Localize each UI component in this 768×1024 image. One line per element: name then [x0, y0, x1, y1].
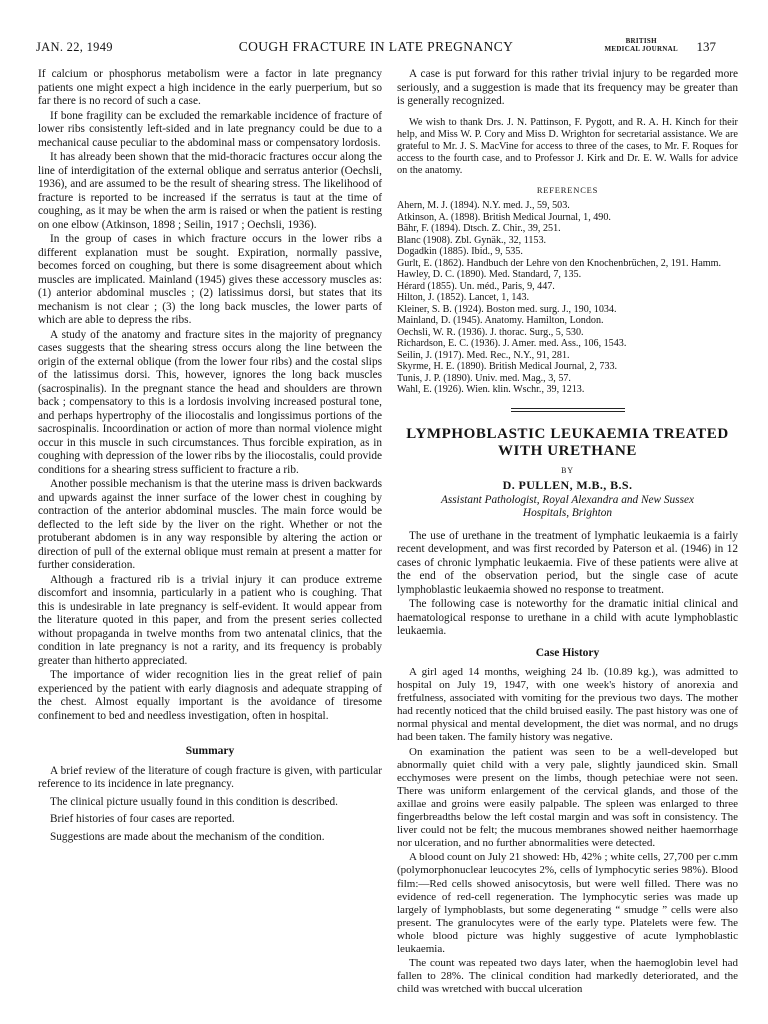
right-column — [397, 68, 738, 997]
case-paragraph: A blood count on July 21 showed: Hb, 42% ; white cells, 27,700 per c.mm (polymorphonuclear leucocytes 2%, cells of lymphocytic series 98%). Blood film:—Red cells showed anisocytosis, but were well filled. There was no evidence of red-cell regeneration. The lymphocytic series was made up largely of lymphoblasts, but some degenerating “ smudge ” cells were also present. The granulocytes were of the early type. Platelets were few. The whole blood picture was highly suggestive of acute lymphoblastic leukaemia. — [397, 851, 738, 955]
reference-list — [397, 200, 738, 396]
running-title: COUGH FRACTURE IN LATE PREGNANCY — [238, 39, 514, 54]
byline-label: BY — [561, 465, 574, 475]
case-paragraph: On examination the patient was seen to be a well-developed but abnormally quiet child with a very pale, slightly jaundiced skin. Small ecchymoses were present on the limbs, though petechiae were not seen. There was uniform enlargement of the cervical glands, and those of the axillae and groins were easily palpable. The spleen was enlarged to three fingerbreadths below the left costal margin and was soft in consistency. The liver could not be felt; the mucous membranes showed neither haemorrhage nor ulceration, and no further abnormalities were detected. — [397, 745, 738, 850]
affiliation-line2: Hospitals, Brighton — [522, 506, 613, 519]
journal-name-line1: BRITISH — [625, 37, 657, 45]
reference-item: Skyrme, H. E. (1890). British Medical Journal, 2, 733. — [397, 361, 618, 373]
summary-paragraph: Brief histories of four cases are reported. — [50, 813, 235, 825]
body-paragraph: A case is put forward for this rather trivial injury to be regarded more seriously, and a suggestion is made that its frequency may be greater than is generally recognized. — [397, 68, 738, 107]
summary-heading: Summary — [185, 745, 235, 757]
case-paragraph: The count was repeated two days later, when the haemoglobin level had fallen to 28%. The clinical condition had markedly deteriorated, and the child was wretched with buccal ulceration — [397, 957, 738, 996]
page-number: 137 — [696, 39, 716, 54]
reference-item: Atkinson, A. (1898). British Medical Journal, 1, 490. — [397, 211, 611, 223]
reference-item: Hérard (1855). Un. méd., Paris, 9, 447. — [397, 280, 555, 292]
case-history-heading: Case History — [535, 646, 600, 659]
divider-thin-rule — [511, 411, 625, 412]
body-paragraph: A study of the anatomy and fracture sites in the majority of pregnancy cases suggests that the shearing stress occurs along the line between the origin of the external oblique (from the lower four ribs) and the costal slips of the latissimus dorsi. This, however, ignores the long back muscles (sacrospinalis). In the pregnant stance the head and shoulders are thrown back ; compensatory to this is a lordosis involving increased postural tone, and perhaps hypertrophy of the iliocostalis and longissimus portions of the sacrospinalis. Incoordination or action of more than normal violence might occur in this muscle in such circumstances. Thus forcible expiration, as in coughing with depression of the lower ribs by the iliocostalis, could provide conditions for a shearing stress sufficient to fracture a rib. — [38, 328, 382, 476]
body-paragraph: It has already been shown that the mid-thoracic fractures occur along the line of interdigitation of the external oblique and serratus anterior (Oechsli, 1936), and are assumed to be the result of shearing stress. The likelihood of fracture is reported to be increased if the serratus is taut at the time of coughing, as it may be when the arm is raised or when the patient is resting on one elbow (Atkinson, 1898 ; Seilin, 1917 ; Oechsli, 1936). — [38, 151, 382, 231]
journal-name-line2: MEDICAL JOURNAL — [604, 44, 678, 53]
divider-thick-rule — [511, 408, 625, 409]
article-paragraph: The use of urethane in the treatment of lymphatic leukaemia is a fairly recent development, and was first recorded by Paterson et al. (1946) in 12 cases of chronic lymphatic leukaemia. Five of these patients were alive at the end of the observation period, but the single case of acute lymphoblastic leukaemia showed no response to treatment. — [397, 529, 738, 596]
reference-item: Bähr, F. (1894). Dtsch. Z. Chir., 39, 251. — [397, 223, 561, 235]
running-header — [36, 38, 716, 58]
reference-item: Blanc (1908). Zbl. Gynäk., 32, 1153. — [397, 234, 547, 246]
case-paragraph: A girl aged 14 months, weighing 24 lb. (10.89 kg.), was admitted to hospital on July 19, 1947, with one week's history of anorexia and fretfulness, associated with vomiting for the previous two days. The mother had recently noticed that the child bruised easily. The past history was one of normal physical and mental development, the diet was normal, and no drugs had been taken. The family history was negative. — [397, 666, 738, 744]
article-title-line2: WITH URETHANE — [497, 442, 638, 459]
summary-paragraph: The clinical picture usually found in this condition is described. — [50, 795, 339, 808]
reference-item: Hilton, J. (1852). Lancet, 1, 143. — [397, 292, 530, 304]
reference-item: Gurlt, E. (1862). Handbuch der Lehre von den Knochenbrüchen, 2, 191. Hamm. — [397, 257, 722, 269]
journal-name — [604, 38, 678, 53]
summary-paragraph: Suggestions are made about the mechanism of the condition. — [50, 830, 325, 843]
article-title-line1: LYMPHOBLASTIC LEUKAEMIA TREATED — [406, 425, 729, 442]
reference-item: Mainland, D. (1945). Anatomy. Hamilton, London. — [397, 315, 604, 327]
body-paragraph: The importance of wider recognition lies in the great relief of pain experienced by the patient with early diagnosis and adequate strapping of the chest. Almost equally important is the avoidance of tiresome confinement to bed and needless investigation, often in hospital. — [38, 669, 382, 722]
case-history-section — [397, 666, 738, 996]
body-paragraph: If calcium or phosphorus metabolism were a factor in late pregnancy patients one might expect a high incidence in the early puerperium, but so far there is no record of such a case. — [38, 68, 382, 107]
issue-date: JAN. 22, 1949 — [36, 40, 113, 54]
references-heading: REFERENCES — [536, 184, 599, 195]
body-paragraph: Another possible mechanism is that the uterine mass is driven backwards and upwards against the inner surface of the lower chest in coughing by contraction of the anterior abdominal muscles. The main force would be deflected to the left side by the liver on the right. Whether or not the protuberant abdomen is in any way responsible by altering the action or direction of pull of the external oblique must remain at present a matter for further consideration. — [38, 478, 382, 571]
reference-item: Richardson, E. C. (1936). J. Amer. med. Ass., 106, 1543. — [397, 338, 627, 350]
body-paragraph: If bone fragility can be excluded the remarkable incidence of fracture of lower ribs consistently left-sided and in late pregnancy could be due to a mechanical cause peculiar to the abdominal mass or compensatory lordosis. — [38, 109, 382, 149]
article-title — [397, 426, 738, 460]
summary-paragraph: A brief review of the literature of cough fracture is given, with particular reference to its incidence in late pregnancy. — [38, 764, 382, 790]
affiliation-line1: Assistant Pathologist, Royal Alexandra and New Sussex — [440, 493, 695, 506]
reference-item: Ahern, M. J. (1894). N.Y. med. J., 59, 503. — [397, 200, 570, 212]
reference-item: Tunis, J. P. (1890). Univ. med. Mag., 3, 57. — [397, 372, 571, 384]
left-column — [38, 68, 382, 848]
article-paragraph: The following case is noteworthy for the dramatic initial clinical and haematological response to urethane in a child with acute lymphoblastic leukaemia. — [397, 598, 738, 638]
author-affiliation — [397, 494, 738, 520]
reference-item: Kleiner, S. B. (1924). Boston med. surg. J., 190, 1034. — [397, 303, 617, 315]
reference-item: Oechsli, W. R. (1936). J. thorac. Surg., 5, 530. — [397, 326, 584, 338]
author-name: D. PULLEN, M.B., B.S. — [502, 478, 633, 493]
body-paragraph: In the group of cases in which fracture occurs in the lower ribs a different explanation must be sought. Expiration, normally passive, becomes forced on coughing, but there is some disagreement about which muscles are implicated. Mainland (1945) gives these accessory muscles as: (1) anterior abdominal muscles ; (2) latissimus dorsi, but states that its mechanism is not clear ; (3) the long back muscles, the lower parts of which are able to depress the ribs. — [38, 233, 382, 326]
reference-item: Hawley, D. C. (1890). Med. Standard, 7, 135. — [397, 269, 582, 281]
reference-item: Seilin, J. (1917). Med. Rec., N.Y., 91, 281. — [397, 349, 570, 361]
summary-section — [38, 765, 382, 845]
reference-item: Wahl, E. (1926). Wien. klin. Wschr., 39, 1213. — [397, 384, 585, 396]
section-divider — [511, 408, 625, 412]
reference-item: Dogadkin (1885). Ibid., 9, 535. — [397, 246, 523, 258]
body-paragraph: Although a fractured rib is a trivial injury it can produce extreme discomfort and insomnia, particularly in a patient who is coughing. That this is undesirable in late pregnancy is self-evident. It would appear from the literature quoted in this paper, and from the present series collected without propaganda in twelve months from two antenatal clinics, that the condition in late pregnancy is not a rarity, and its frequency is probably greater than hitherto appreciated. — [38, 573, 382, 667]
acknowledgment: We wish to thank Drs. J. N. Pattinson, F. Pygott, and R. A. H. Kinch for their help, and Miss W. P. Cory and Miss D. Wrighton for secretarial assistance. We are grateful to Mr. J. S. MacVine for access to three of the cases, to Mr. F. Roques for access to the fourth case, and to Professor J. Kirk and Dr. E. W. Walls for advice on the anatomy. — [397, 116, 738, 177]
